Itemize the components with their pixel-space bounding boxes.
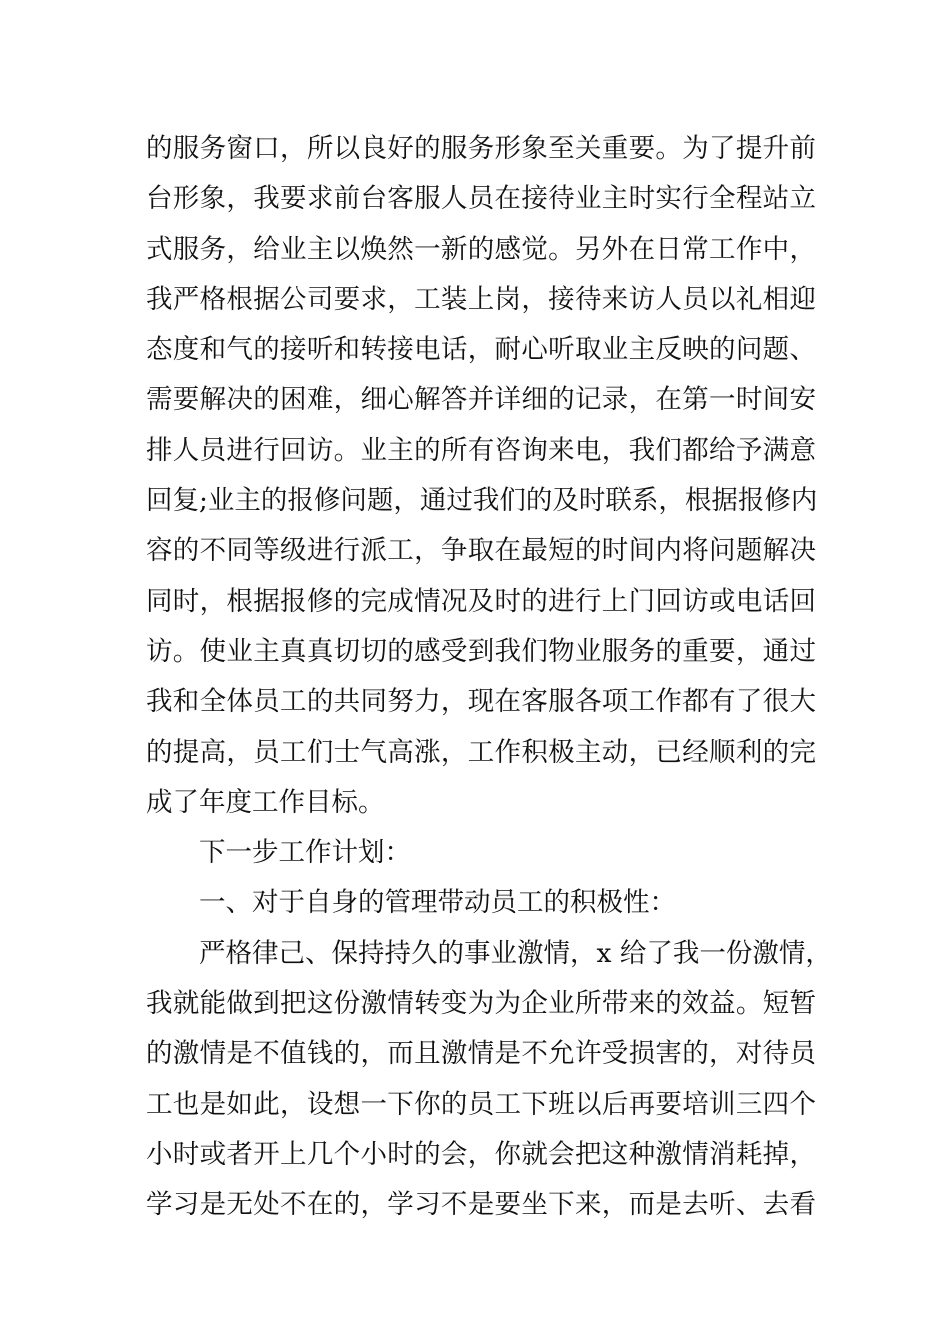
text-line: 回复;业主的报修问题，通过我们的及时联系，根据报修内 [146, 485, 818, 517]
text-line: 式服务，给业主以焕然一新的感觉。另外在日常工作中， [146, 233, 816, 265]
text-line: 我严格根据公司要求，工装上岗，接待来访人员以礼相迎 [146, 283, 816, 315]
text-line: 严格律己、保持持久的事业激情，x 给了我一份激情， [199, 937, 832, 969]
text-line: 台形象，我要求前台客服人员在接待业主时实行全程站立 [146, 183, 816, 215]
text-line: 态度和气的接听和转接电话，耐心听取业主反映的问题、 [146, 334, 816, 366]
text-line: 小时或者开上几个小时的会，你就会把这种激情消耗掉， [146, 1138, 816, 1170]
section-heading: 下一步工作计划： [199, 837, 411, 869]
text-line: 工也是如此，设想一下你的员工下班以后再要培训三四个 [146, 1088, 816, 1120]
text-line: 的提高，员工们士气高涨，工作积极主动，已经顺利的完 [146, 736, 816, 768]
body-text [146, 124, 832, 1231]
text-line: 我和全体员工的共同努力，现在客服各项工作都有了很大 [146, 686, 816, 718]
text-line: 排人员进行回访。业主的所有咨询来电，我们都给予满意 [146, 434, 816, 466]
text-line: 学习是无处不在的，学习不是要坐下来，而是去听、去看 [146, 1189, 816, 1221]
text-line: 容的不同等级进行派工，争取在最短的时间内将问题解决 [146, 535, 816, 567]
text-line: 需要解决的困难，细心解答并详细的记录，在第一时间安 [146, 384, 816, 416]
text-line: 我就能做到把这份激情转变为为企业所带来的效益。短暂 [146, 988, 816, 1020]
subsection-heading: 一、对于自身的管理带动员工的积极性： [199, 887, 676, 919]
text-line: 同时，根据报修的完成情况及时的进行上门回访或电话回 [146, 585, 816, 617]
text-line: 访。使业主真真切切的感受到我们物业服务的重要，通过 [146, 635, 816, 667]
text-line: 的服务窗口，所以良好的服务形象至关重要。为了提升前 [146, 133, 816, 164]
text-line: 的激情是不值钱的，而且激情是不允许受损害的，对待员 [146, 1038, 816, 1070]
text-line: 成了年度工作目标。 [146, 786, 385, 818]
